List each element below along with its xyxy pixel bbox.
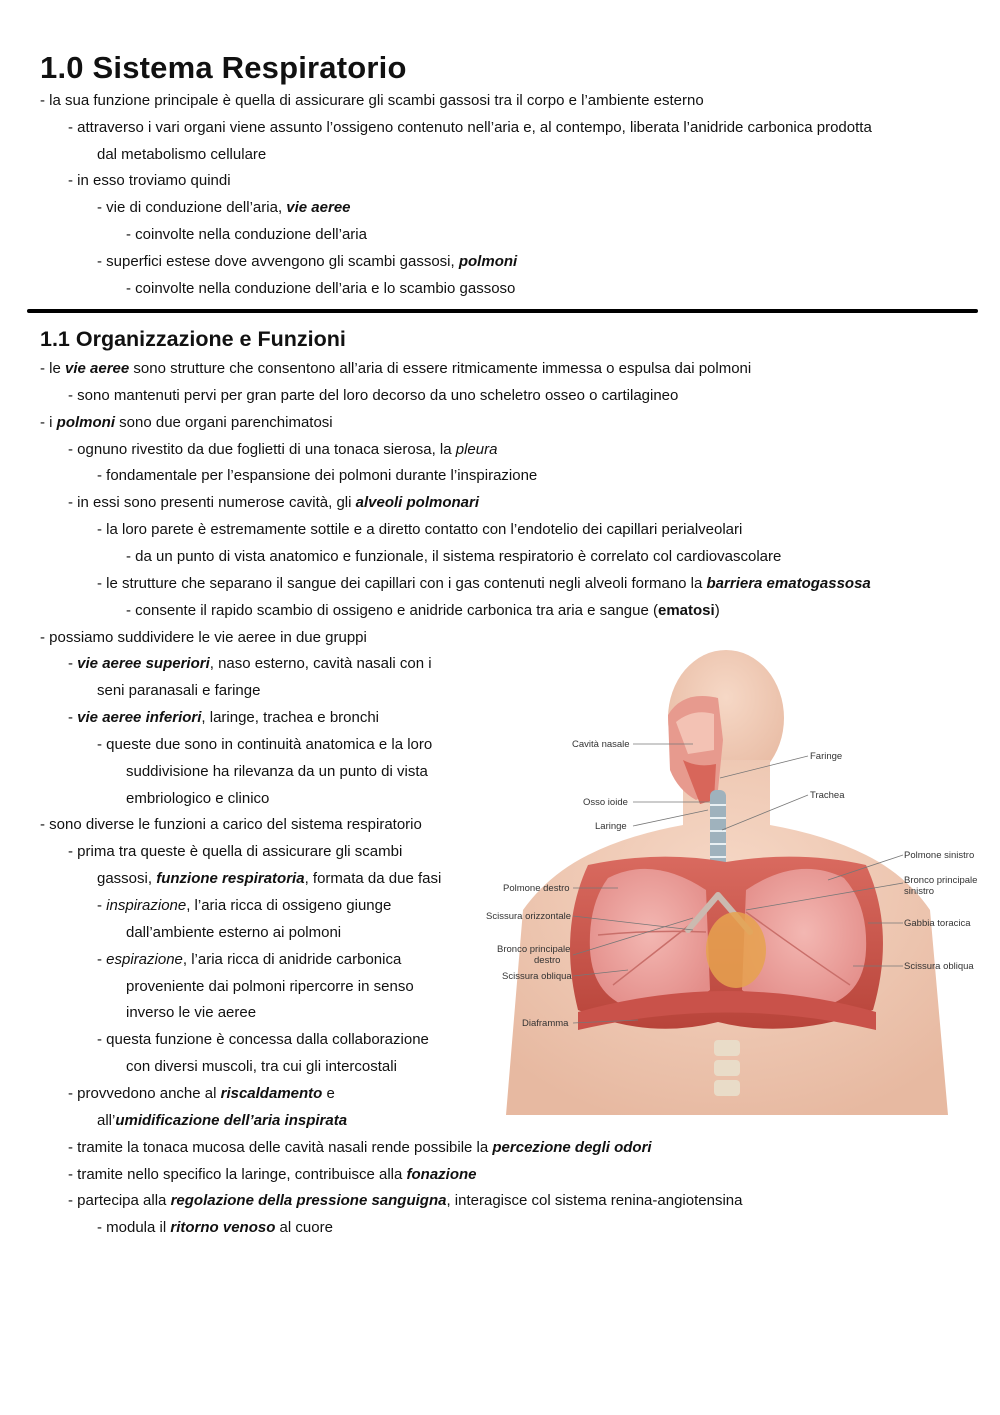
text-line [40, 91, 704, 111]
text-run: all’ [97, 1112, 116, 1129]
emphasized-term: pleura [455, 441, 498, 458]
text-line [126, 601, 720, 621]
text-run: dal metabolismo cellulare [97, 146, 267, 163]
emphasized-term: riscaldamento [220, 1085, 323, 1102]
emphasized-term: fonazione [406, 1166, 477, 1183]
nasal-cavity-cutaway [668, 696, 723, 804]
text-run: - superfici estese dove avvengono gli scambi gassosi, [97, 253, 459, 270]
emphasized-term: funzione respiratoria [156, 870, 305, 887]
emphasized-term: percezione degli odori [492, 1139, 652, 1156]
text-run: - le [40, 360, 66, 377]
label-scissura-obliqua-sinistra: Scissura obliqua [904, 961, 974, 972]
text-line [126, 923, 341, 943]
text-run: - fondamentale per l’espansione dei polmoni durante l’inspirazione [97, 467, 538, 484]
text-line [97, 1111, 347, 1131]
text-line [68, 440, 497, 460]
text-run: embriologico e clinico [126, 790, 270, 807]
text-line [97, 198, 351, 218]
heart-shape [706, 912, 766, 988]
emphasized-term: polmoni [458, 253, 518, 270]
text-run: - sono mantenuti pervi per gran parte del loro decorso da uno scheletro osseo o cartilagineo [68, 387, 679, 404]
text-run: - [97, 897, 107, 914]
label-bronco-sinistro-2: sinistro [904, 886, 935, 897]
text-line [126, 1003, 256, 1023]
text-line [97, 950, 401, 970]
text-run: - [97, 951, 107, 968]
text-line [97, 735, 432, 755]
label-osso-ioide: Osso ioide [583, 797, 628, 808]
text-run: - partecipa alla [68, 1192, 171, 1209]
text-line [126, 1057, 397, 1077]
text-line [126, 977, 414, 997]
label-polmone-destro: Polmone destro [503, 883, 570, 894]
text-run: - [68, 655, 78, 672]
text-line [126, 225, 367, 245]
text-line [68, 842, 402, 862]
text-run: - [68, 709, 78, 726]
label-gabbia-toracica: Gabbia toracica [904, 918, 971, 929]
text-run: - la sua funzione principale è quella di assicurare gli scambi gassosi tra il corpo e l’ambiente esterno [40, 92, 704, 109]
section-title-sistema-respiratorio: 1.0 Sistema Respiratorio [40, 50, 407, 85]
text-line [126, 547, 781, 567]
text-run: - in essi sono presenti numerose cavità, gli [68, 494, 356, 511]
text-run: - modula il [97, 1219, 171, 1236]
emphasized-term: polmoni [56, 414, 115, 431]
text-run: - vie di conduzione dell’aria, [97, 199, 287, 216]
text-run: - coinvolte nella conduzione dell’aria e lo scambio gassoso [126, 280, 516, 297]
text-run: - coinvolte nella conduzione dell’aria [126, 226, 367, 243]
text-line [97, 896, 391, 916]
text-line [97, 520, 742, 540]
emphasized-term: vie aeree [65, 360, 130, 377]
label-polmone-sinistro: Polmone sinistro [904, 850, 975, 861]
respiratory-system-illustration [478, 650, 978, 1115]
text-line [68, 171, 231, 191]
text-line [40, 815, 422, 835]
text-line [68, 1191, 742, 1211]
text-line [126, 762, 428, 782]
text-line [97, 145, 266, 165]
text-run: - questa funzione è concessa dalla collaborazione [97, 1031, 429, 1048]
label-trachea: Trachea [810, 790, 845, 801]
text-run: , l’aria ricca di ossigeno giunge [186, 897, 392, 914]
text-run: - queste due sono in continuità anatomica e la loro [97, 736, 433, 753]
text-line [97, 869, 441, 889]
text-run: inverso le vie aeree [126, 1004, 257, 1021]
text-line [40, 628, 367, 648]
text-run: - tramite la tonaca mucosa delle cavità nasali rende possibile la [68, 1139, 493, 1156]
emphasized-term: umidificazione dell’aria inspirata [115, 1112, 348, 1129]
emphasized-term: barriera ematogassosa [706, 575, 871, 592]
text-run: suddivisione ha rilevanza da un punto di vista [126, 763, 428, 780]
label-laringe: Laringe [595, 821, 627, 832]
text-run: proveniente dai polmoni ripercorre in senso [126, 978, 414, 995]
label-cavita-nasale: Cavità nasale [572, 739, 630, 750]
label-scissura-obliqua-destra: Scissura obliqua [502, 971, 572, 982]
text-run: - in esso troviamo quindi [68, 172, 231, 189]
text-run: , naso esterno, cavità nasali con i [209, 655, 432, 672]
text-line [97, 1030, 429, 1050]
text-run: - sono diverse le funzioni a carico del sistema respiratorio [40, 816, 422, 833]
emphasized-term: inspirazione [106, 897, 187, 914]
text-run: - possiamo suddividere le vie aeree in due gruppi [40, 629, 367, 646]
text-run: e [322, 1085, 335, 1102]
text-run: - ognuno rivestito da due foglietti di una tonaca sierosa, la [68, 441, 456, 458]
text-run: - la loro parete è estremamente sottile e a diretto contatto con l’endotelio dei capillari perialveolari [97, 521, 743, 538]
text-run: dall’ambiente esterno ai polmoni [126, 924, 342, 941]
text-run: sono due organi parenchimatosi [115, 414, 333, 431]
text-line [68, 1138, 652, 1158]
text-line [97, 574, 871, 594]
text-line [97, 252, 517, 272]
text-run: - provvedono anche al [68, 1085, 221, 1102]
emphasized-term: ematosi [657, 602, 715, 619]
text-run: , laringe, trachea e bronchi [201, 709, 380, 726]
text-run: - le strutture che separano il sangue dei capillari con i gas contenuti negli alveoli formano la [97, 575, 707, 592]
section-title-organizzazione-funzioni: 1.1 Organizzazione e Funzioni [40, 327, 346, 351]
text-run: - i [40, 414, 57, 431]
label-faringe: Faringe [810, 751, 843, 762]
text-line [68, 118, 872, 138]
text-line [126, 279, 515, 299]
text-line [68, 1084, 335, 1104]
emphasized-term: vie aeree superiori [77, 655, 210, 672]
label-scissura-orizzontale: Scissura orizzontale [486, 911, 572, 922]
text-line [68, 654, 432, 674]
text-run: ) [714, 602, 720, 619]
emphasized-term: vie aeree [286, 199, 351, 216]
text-run: , interagisce col sistema renina-angiotensina [446, 1192, 743, 1209]
text-line [68, 386, 678, 406]
text-line [97, 466, 537, 486]
text-run: - attraverso i vari organi viene assunto l’ossigeno contenuto nell’aria e, al contempo, liberata l’anidride carbonica prodotta [68, 119, 872, 136]
text-run: seni paranasali e faringe [97, 682, 261, 699]
emphasized-term: alveoli polmonari [355, 494, 480, 511]
text-line [97, 681, 260, 701]
label-bronco-sinistro-1: Bronco principale [904, 875, 978, 886]
spine-shape [714, 1040, 740, 1096]
text-line [40, 413, 333, 433]
label-diaframma: Diaframma [522, 1018, 569, 1029]
text-line [40, 359, 751, 379]
text-line [97, 1218, 333, 1238]
text-line [126, 789, 269, 809]
label-bronco-destro-2: destro [534, 955, 561, 966]
text-run: - prima tra queste è quella di assicurare gli scambi [68, 843, 403, 860]
emphasized-term: vie aeree inferiori [77, 709, 202, 726]
text-run: , formata da due fasi [304, 870, 442, 887]
text-run: gassosi, [97, 870, 157, 887]
emphasized-term: espirazione [106, 951, 183, 968]
text-line [68, 708, 379, 728]
text-run: - tramite nello specifico la laringe, contribuisce alla [68, 1166, 407, 1183]
text-run: - da un punto di vista anatomico e funzionale, il sistema respiratorio è correlato col cardiovascolare [126, 548, 782, 565]
text-line [68, 1165, 477, 1185]
text-run: , l’aria ricca di anidride carbonica [182, 951, 402, 968]
label-bronco-destro-1: Bronco principale [497, 944, 571, 955]
text-run: sono strutture che consentono all’aria di essere ritmicamente immessa o espulsa dai polmoni [129, 360, 752, 377]
emphasized-term: regolazione della pressione sanguigna [170, 1192, 447, 1209]
text-run: - consente il rapido scambio di ossigeno e anidride carbonica tra aria e sangue ( [126, 602, 658, 619]
text-run: al cuore [275, 1219, 333, 1236]
text-run: con diversi muscoli, tra cui gli intercostali [126, 1058, 397, 1075]
section-divider [27, 309, 978, 313]
text-line [68, 493, 479, 513]
emphasized-term: ritorno venoso [170, 1219, 276, 1236]
